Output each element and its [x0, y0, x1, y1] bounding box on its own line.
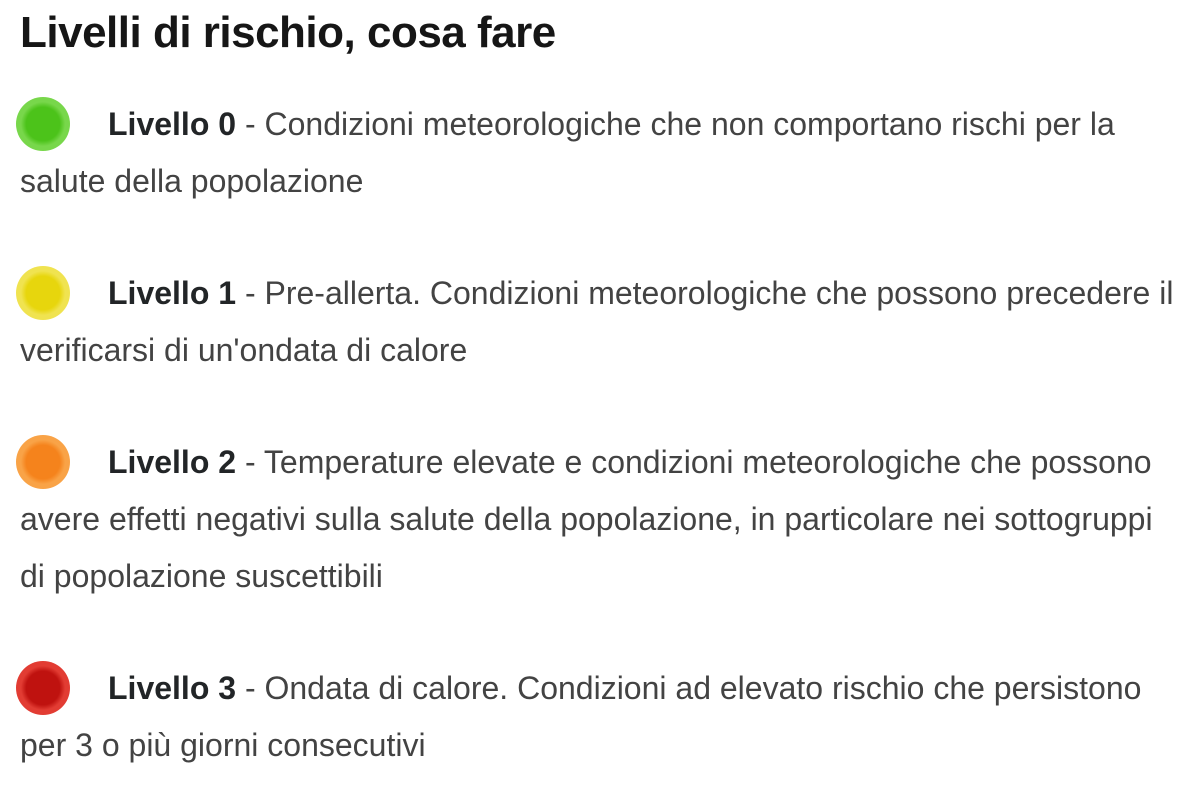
level-separator: - — [244, 670, 256, 706]
level-label: Livello 3 — [108, 670, 237, 706]
risk-level-item-3 — [20, 660, 1180, 774]
level-description: Ondata di calore. Condizioni ad elevato rischio che persistono per 3 o più giorni consecutivi — [20, 670, 1142, 763]
green-circle-icon — [16, 97, 70, 151]
level-label: Livello 0 — [108, 106, 237, 142]
level-separator: - — [244, 275, 256, 311]
risk-level-item-0 — [20, 96, 1180, 210]
yellow-circle-icon — [16, 266, 70, 320]
level-description: Temperature elevate e condizioni meteorologiche che possono avere effetti negativi sulla salute della popolazione, in particolare nei sottogruppi di popolazione suscettibili — [20, 444, 1153, 594]
orange-circle-icon — [16, 435, 70, 489]
level-description: Pre-allerta. Condizioni meteorologiche che possono precedere il verificarsi di un'ondata di calore — [20, 275, 1174, 368]
red-circle-icon — [16, 661, 70, 715]
page-title: Livelli di rischio, cosa fare — [20, 8, 556, 57]
risk-level-item-2 — [20, 434, 1180, 605]
level-description: Condizioni meteorologiche che non comportano rischi per la salute della popolazione — [20, 106, 1115, 199]
level-label: Livello 1 — [108, 275, 237, 311]
level-separator: - — [244, 106, 256, 142]
level-separator: - — [244, 444, 256, 480]
level-label: Livello 2 — [108, 444, 237, 480]
risk-level-item-1 — [20, 265, 1180, 379]
